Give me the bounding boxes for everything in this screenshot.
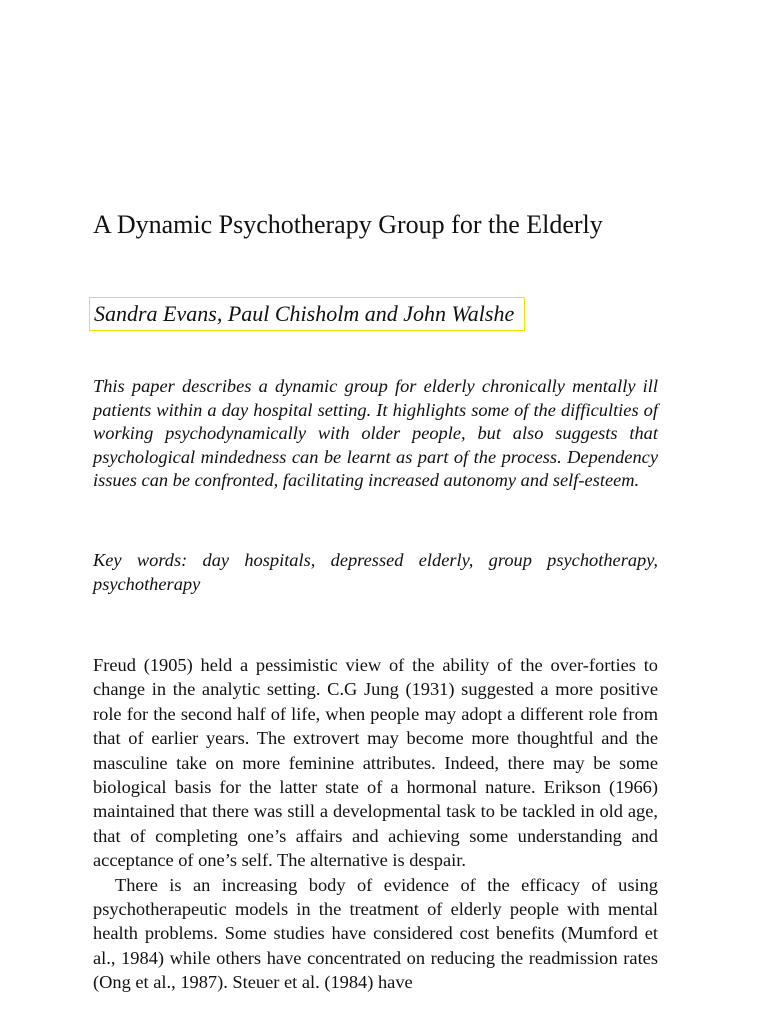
paper-title: A Dynamic Psychotherapy Group for the Elderly xyxy=(93,210,603,239)
author-list: Sandra Evans, Paul Chisholm and John Walshe xyxy=(89,297,525,331)
body-text xyxy=(93,653,658,995)
abstract: This paper describes a dynamic group for elderly chronically mentally ill patients within a day hospital setting. It highlights some of the difficulties of working psychodynamically with older people, but also suggests that psychological mindedness can be learnt as part of the process. Dependency issues can be confronted, facilitating increased autonomy and self-esteem. xyxy=(93,376,658,490)
body-paragraph: There is an increasing body of evidence of the efficacy of using psychotherapeutic models in the treatment of elderly people with mental health problems. Some studies have considered cost benefits (Mumford et al., 1984) while others have concentrated on reducing the readmission rates (Ong et al., 1987). Steuer et al. (1984) have xyxy=(93,874,658,993)
body-paragraph: Freud (1905) held a pessimistic view of the ability of the over-forties to change in the analytic setting. C.G Jung (1931) suggested a more positive role for the second half of life, when people may adopt a different role from that of earlier years. The extrovert may become more thoughtful and the masculine take on more feminine attributes. Indeed, there may be some biological basis for the latter state of a hormonal nature. Erikson (1966) maintained that there was still a developmental task to be tackled in old age, that of completing one’s affairs and achieving some understanding and acceptance of one’s self. The alternative is despair. xyxy=(93,655,658,871)
keywords: Key words: day hospitals, depressed elderly, group psychotherapy, psychotherapy xyxy=(93,550,658,594)
